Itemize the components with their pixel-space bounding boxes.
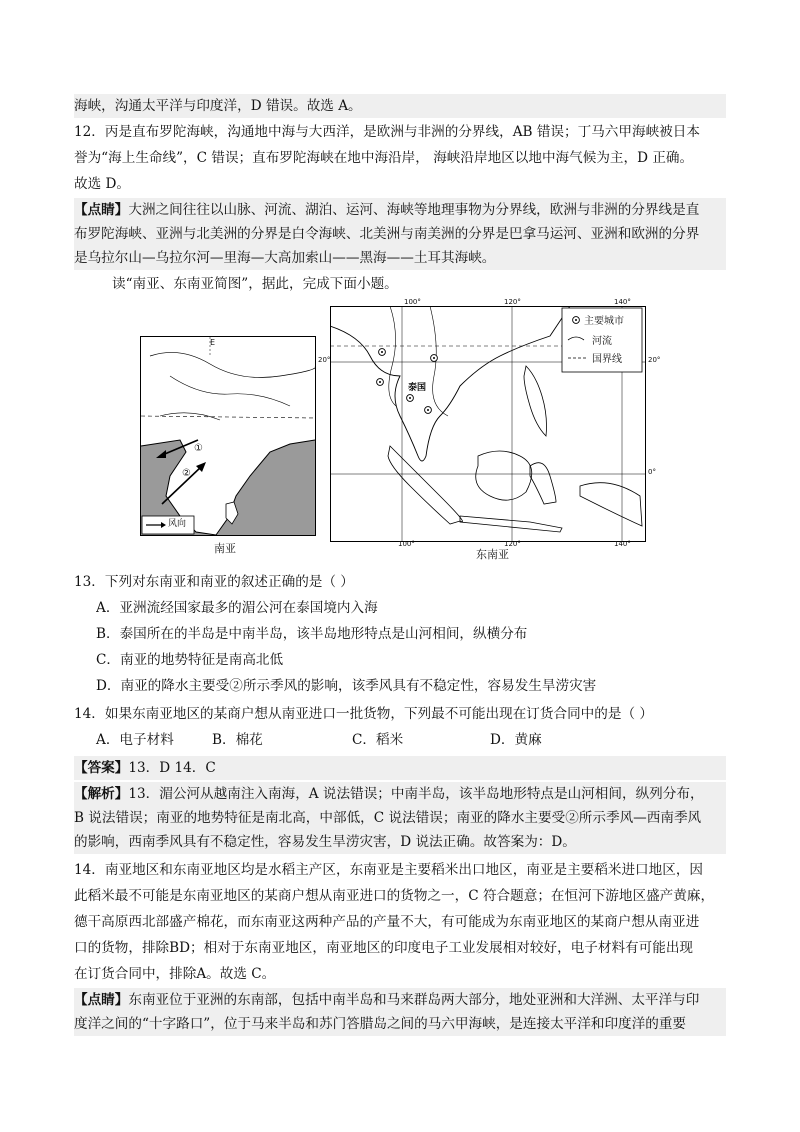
q13-option-d: D．南亚的降水主要受②所示季风的影响，该季风具有不稳定性，容易发生旱涝灾害 [96,678,597,694]
lon-120-bottom: 120° [504,540,521,548]
text-line: 布罗陀海峡、亚洲与北美洲的分界是白令海峡、北美洲与南美洲的分界是巴拿马运河、亚洲和欧洲的分界 [74,222,726,246]
text-line: 是乌拉尔山—乌拉尔河—里海—大高加索山——黑海——土耳其海峡。 [74,246,726,270]
lon-140-bottom: 140° [614,540,631,548]
analysis-text: 13．湄公河从越南注入南海，A 说法错误；中南半岛，该半岛地形特点是山河相间，纵列分布， [128,786,704,802]
tip-text: 东南亚位于亚洲的东南部，包括中南半岛和马来群岛两大部分，地处亚洲和大洋洲、太平洋与印 [128,992,700,1008]
q13-option-c: C．南亚的地势特征是南高北低 [96,652,284,668]
q13-option-a: A．亚洲流经国家最多的湄公河在泰国境内入海 [96,600,378,616]
south-asia-map [140,336,316,536]
tip-text: 大洲之间往往以山脉、河流、湖泊、运河、海峡等地理事物为分界线，欧洲与非洲的分界线是直 [128,202,700,218]
lon-100-bottom: 100° [398,540,415,548]
tip-tag: 【点睛】 [74,202,129,218]
e-label: E [210,338,216,347]
wind-legend-label: 风向 [168,519,187,529]
question-14-stem: 14．如果东南亚地区的某商户想从南亚进口一批货物，下列最不可能出现在订货合同中的是（ ） [74,706,653,722]
intro-line: 读“南亚、东南亚简图”，据此，完成下面小题。 [112,276,398,292]
analysis-line: 的影响，西南季风具有不稳定性，容易发生旱涝灾害，D 说法正确。故答案为：D。 [74,830,726,854]
tip-line [74,198,726,222]
tip-line: 度洋之间的“十字路口”，位于马来半岛和苏门答腊岛之间的马六甲海峡，是连接太平洋和印度洋的重要 [74,1012,726,1036]
south-asia-caption: 南亚 [214,542,236,555]
text-line: 誉为“海上生命线”，C 错误；直布罗陀海峡在地中海沿岸， 海峡沿岸地区以地中海气候为主，D 正确。 [74,150,694,166]
text-line: 12．丙是直布罗陀海峡，沟通地中海与大西洋，是欧洲与非洲的分界线，AB 错误；丁马六甲海峡被日本 [74,124,700,140]
lon-140-top: 140° [614,298,631,306]
analysis-line: 此稻米最不可能是东南亚地区的某商户想从南亚进口的货物之一，C 符合题意；在恒河下游地区盛产黄麻， [74,888,715,904]
question-13-stem: 13．下列对东南亚和南亚的叙述正确的是（ ） [74,574,354,590]
analysis-tag: 【解析】 [74,786,129,802]
answer-tag: 【答案】 [74,760,129,776]
lon-120-top: 120° [504,298,521,306]
tip-tag: 【点睛】 [74,992,129,1008]
tip-line [74,988,726,1012]
thailand-label: 泰国 [408,383,427,393]
answer-text: 13．D 14．C [128,760,216,776]
legend-city-label: 主要城市 [584,316,624,327]
q14-option-a: A．电子材料 [96,732,174,748]
analysis-line: 口的货物，排除BD；相对于东南亚地区，南亚地区的印度电子工业发展相对较好，电子材料有可能出现 [74,940,694,956]
q14-option-c: C．稻米 [352,732,404,748]
analysis-line: 14．南亚地区和东南亚地区均是水稻主产区，东南亚是主要稻米出口地区，南亚是主要稻米进口地区，因 [74,862,704,878]
text-line: 海峡，沟通太平洋与印度洋，D 错误。故选 A。 [74,94,726,118]
lon-100-top: 100° [404,298,421,306]
marker-2: ② [182,468,191,479]
lat-20-left: 20° [318,356,331,364]
lat-20-right: 20° [648,356,661,364]
analysis-line [74,782,726,806]
analysis-line: 在订货合同中，排除A。故选 C。 [74,966,276,982]
legend-border-label: 国界线 [592,354,622,365]
lat-0-right: 0° [648,468,656,476]
marker-1: ① [194,443,203,454]
q13-option-b: B．泰国所在的半岛是中南半岛，该半岛地形特点是山河相间，纵横分布 [96,626,528,642]
analysis-line: B 说法错误；南亚的地势特征是南北高，中部低，C 说法错误；南亚的降水主要受②所示季风—西南季风 [74,806,726,830]
text-line: 故选 D。 [74,176,131,192]
q14-option-d: D．黄麻 [490,732,542,748]
answer-line [74,756,726,780]
southeast-asia-caption: 东南亚 [476,548,509,561]
analysis-line: 德干高原西北部盛产棉花，而东南亚这两种产品的产量不大，有可能成为东南亚地区的某商户想从南亚进 [74,914,700,930]
q14-option-b: B．棉花 [212,732,263,748]
legend-river-label: 河流 [592,336,612,347]
